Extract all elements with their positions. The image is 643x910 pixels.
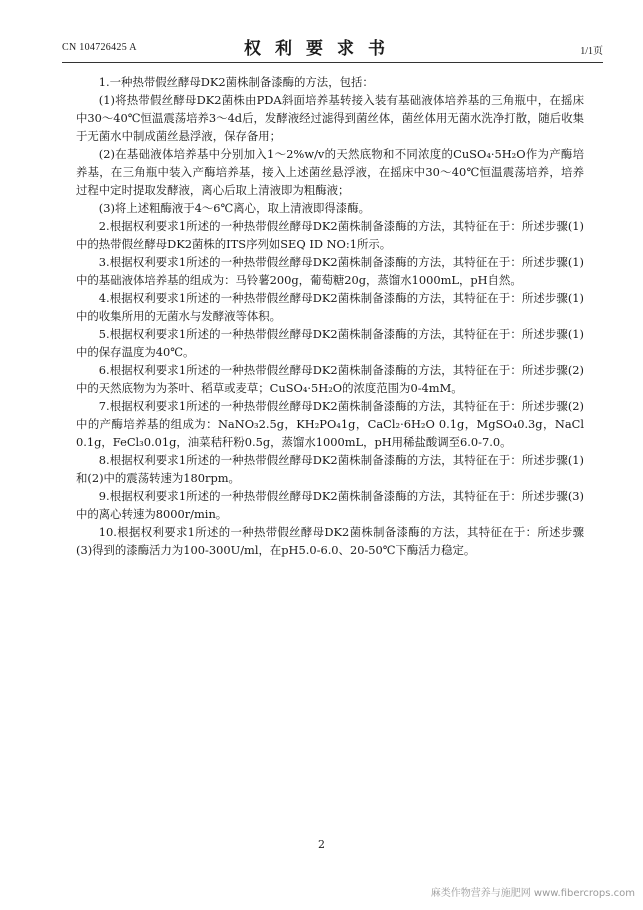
claim-3: 3.根据权利要求1所述的一种热带假丝酵母DK2菌株制备漆酶的方法，其特征在于：所述步骤(1)中的基础液体培养基的组成为：马铃薯200g，葡萄糖20g，蒸馏水1000mL，pH自然。 [76, 255, 584, 287]
claim-1-step-2: (2)在基础液体培养基中分别加入1～2%w/v的天然底物和不同浓度的CuSO₄·5H₂O作为产酶培养基，在三角瓶中装入产酶培养基，接入上述菌丝悬浮液，在摇床中30～40℃恒温震荡培养，培养过程中定时提取发酵液，离心后取上清液即为粗酶液； [76, 147, 584, 197]
site-watermark: 麻类作物营养与施肥网 www.fibercrops.com [430, 888, 635, 899]
claim-7: 7.根据权利要求1所述的一种热带假丝酵母DK2菌株制备漆酶的方法，其特征在于：所述步骤(2)中的产酶培养基的组成为：NaNO₃2.5g，KH₂PO₄1g，CaCl₂·6H₂O 0.1g，MgSO₄0.3g，NaCl 0.1g，FeCl₃0.01g，油菜秸秆粉0.5g，蒸馏水1000mL，pH用稀盐酸调至6.0-7.0。 [76, 399, 584, 449]
claim-8: 8.根据权利要求1所述的一种热带假丝酵母DK2菌株制备漆酶的方法，其特征在于：所述步骤(1)和(2)中的震荡转速为180rpm。 [76, 453, 584, 485]
claim-4: 4.根据权利要求1所述的一种热带假丝酵母DK2菌株制备漆酶的方法，其特征在于：所述步骤(1)中的收集所用的无菌水与发酵液等体积。 [76, 291, 584, 323]
claim-6: 6.根据权利要求1所述的一种热带假丝酵母DK2菌株制备漆酶的方法，其特征在于：所述步骤(2)中的天然底物为为茶叶、稻草或麦草；CuSO₄·5H₂O的浓度范围为0-4mM。 [76, 363, 584, 395]
claim-1-step-1: (1)将热带假丝酵母DK2菌株由PDA斜面培养基转接入装有基础液体培养基的三角瓶中，在摇床中30～40℃恒温震荡培养3～4d后，发酵液经过滤得到菌丝体，菌丝体用无菌水洗净打散，随后收集于无菌水中制成菌丝悬浮液，保存备用； [76, 93, 584, 143]
claim-1-intro: 1.一种热带假丝酵母DK2菌株制备漆酶的方法，包括： [98, 75, 374, 89]
claim-2: 2.根据权利要求1所述的一种热带假丝酵母DK2菌株制备漆酶的方法，其特征在于：所述步骤(1)中的热带假丝酵母DK2菌株的ITS序列如SEQ ID NO:1所示。 [76, 219, 584, 251]
claims-body [76, 73, 584, 559]
page-header [0, 0, 643, 70]
header-divider [62, 62, 603, 63]
publication-number: CN 104726425 A [62, 42, 137, 53]
claim-5: 5.根据权利要求1所述的一种热带假丝酵母DK2菌株制备漆酶的方法，其特征在于：所述步骤(1)中的保存温度为40℃。 [76, 327, 584, 359]
claim-1-step-3: (3)将上述粗酶液于4～6℃离心，取上清液即得漆酶。 [98, 201, 370, 215]
page-indicator: 1/1页 [580, 46, 603, 57]
claim-9: 9.根据权利要求1所述的一种热带假丝酵母DK2菌株制备漆酶的方法，其特征在于：所述步骤(3)中的离心转速为8000r/min。 [76, 489, 584, 521]
claim-10: 10.根据权利要求1所述的一种热带假丝酵母DK2菌株制备漆酶的方法，其特征在于：所述步骤(3)得到的漆酶活力为100-300U/ml，在pH5.0-6.0、20-50℃下酶活力稳定。 [76, 525, 584, 557]
document-title: 权利要求书 [244, 39, 399, 59]
page-number: 2 [318, 838, 325, 851]
